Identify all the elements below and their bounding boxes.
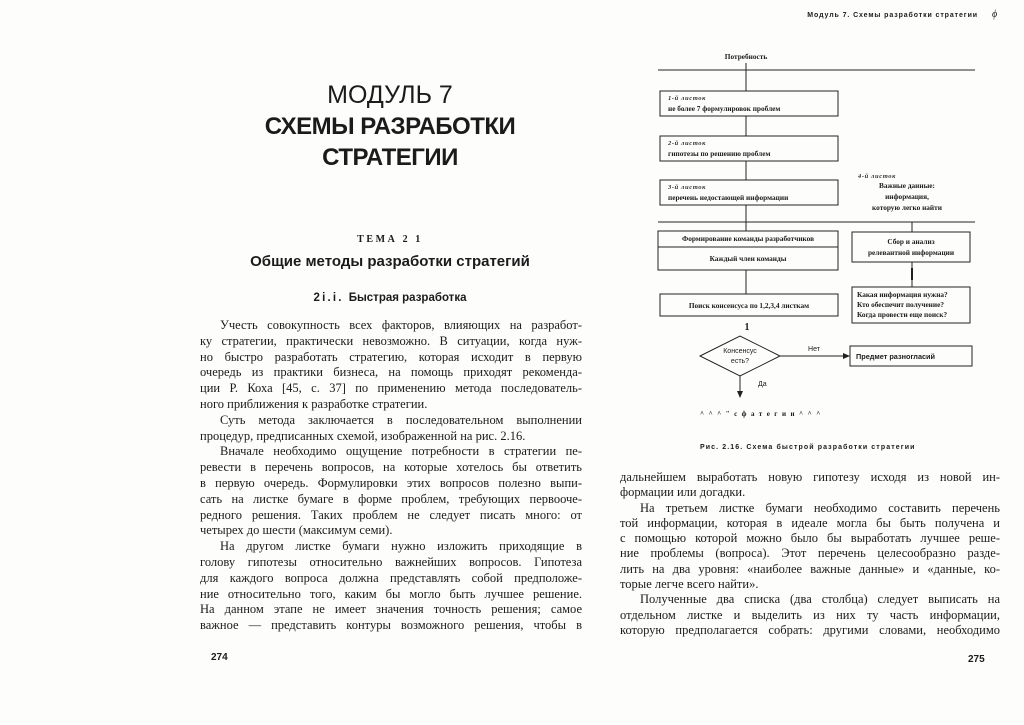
section-heading	[190, 291, 590, 305]
text-line: в первую очередь. Формулировки этих вопросов полезно выпи-	[200, 475, 582, 490]
arrowhead-down-icon	[737, 391, 743, 398]
right-body-text	[620, 470, 1000, 638]
page-number-left: 274	[211, 652, 228, 663]
left-body-text	[200, 318, 582, 634]
text-line: которую предполагается собрать: другими словами, необходимо	[620, 622, 1000, 637]
text-line: Суть метода заключается в последовательном выполнении	[220, 412, 582, 427]
text-line: ного приближения к разработке стратегии.	[200, 396, 428, 411]
sheet-3-label: 3-й листок	[668, 184, 707, 191]
page-number-right: 275	[968, 654, 985, 665]
decision-line-1: Консенсус	[723, 348, 757, 355]
text-line: четырех до шести (максимум семи).	[200, 523, 393, 538]
text-line: но быстро разработать стратегию, которая исходит в первую	[200, 349, 582, 364]
text-line: редного решения. Таких проблем не следует писать много: от	[200, 507, 582, 522]
module-title-line-2: СТРАТЕГИИ	[322, 144, 458, 171]
sheet-1-label: 1-й листок	[668, 95, 707, 102]
module-title-line-1: СХЕМЫ РАЗРАБОТКИ	[264, 113, 516, 140]
questions-box-line-3: Когда провести еще поиск?	[857, 310, 948, 319]
text-line: На третьем листке бумаги необходимо составить перечень	[640, 500, 1000, 515]
text-line: голову гипотезы относительно важнейших вопросов. Гипотеза	[200, 554, 582, 569]
text-line: ревести в перечень вопросов, на которые хотелось бы ответить	[200, 460, 582, 475]
questions-box-line-1: Какая информация нужна?	[857, 290, 948, 299]
sheet-4-line-1: Важные данные:	[879, 181, 935, 190]
text-line: торые легче всего найти».	[620, 577, 759, 592]
module-label: МОДУЛЬ 7	[327, 81, 453, 109]
flow-result-label: ^^^"сфатегии^^^	[700, 410, 825, 418]
sheet-4-line-3: которую легко найти	[872, 203, 942, 212]
text-line: процедур, предписанных схемой, изображенной на рис. 2.16.	[200, 428, 526, 443]
running-header-ornament: ϕ	[992, 9, 998, 20]
section-number: 2i.i.	[313, 292, 344, 304]
section-title: Быстрая разработка	[348, 292, 467, 304]
sheet-4-line-2: информация,	[885, 192, 929, 201]
team-box-subtitle: Каждый член команды	[709, 254, 787, 263]
flowchart-figure	[640, 40, 990, 430]
arrowhead-right-icon	[843, 353, 850, 359]
text-line: сать на листке бумаге в форме проблем, требующих первооче-	[200, 491, 582, 506]
questions-box-line-2: Кто обеспечит получение?	[857, 300, 944, 309]
collect-box-line-1: Сбор и анализ	[887, 237, 935, 246]
step-marker: 1	[744, 322, 750, 333]
text-line: Учесть совокупность всех факторов, влияющих на разработ-	[220, 318, 582, 332]
sheet-4-label: 4-й листок	[858, 173, 897, 180]
text-line: той информации, которая в идеале могла бы быть получена и	[620, 515, 1000, 530]
text-line: ние относительно того, каким бы могло быть лучшее решение.	[200, 586, 582, 601]
text-line: формации или догадки.	[620, 485, 746, 500]
yes-branch-label: Да	[758, 381, 767, 388]
running-header: Модуль 7. Схемы разработки стратегии	[807, 12, 978, 19]
figure-caption: Рис. 2.16. Схема быстрой разработки стратегии	[700, 444, 916, 451]
text-line: ции Р. Коха [45, с. 37] по применению метода последователь-	[200, 381, 582, 396]
text-line: Полученные два списка (два столбца) следует выписать на	[640, 592, 1000, 607]
text-line: отдельном листке и выделить из них ту часть информации,	[620, 607, 1000, 622]
text-line: для каждого вопроса должна представлять собой предположе-	[200, 570, 582, 585]
consensus-box-text: Поиск консенсуса по 1,2,3,4 листкам	[688, 301, 810, 310]
text-line: важное — представить контуры возможного решения, чтобы в	[200, 618, 582, 633]
team-box-title: Формирование команды разработчиков	[681, 234, 815, 243]
disagreement-box-text: Предмет разногласий	[856, 352, 936, 361]
sheet-3-text: перечень недостающей информации	[668, 193, 789, 202]
text-line: Вначале необходимо ощущение потребности в стратегии пе-	[220, 444, 582, 459]
sheet-2-text: гипотезы по решению проблем	[668, 149, 771, 158]
text-line: лить на два уровня: «наиболее важные данные» и «данные, ко-	[620, 561, 1000, 576]
no-branch-label: Нет	[808, 346, 820, 353]
decision-line-2: есть?	[730, 358, 750, 365]
text-line: ние проблемы (вопроса). Этот перечень целесообразно разде-	[620, 546, 1000, 561]
text-line: На другом листке бумаги нужно изложить приходящие в	[220, 539, 582, 554]
text-line: На данном этапе не имеет значения точность решения; самое	[200, 602, 582, 617]
flow-root-label: Потребность	[724, 52, 768, 61]
text-line: очередь из практики бизнеса, на помощь приходят рекоменда-	[200, 365, 582, 380]
topic-title: Общие методы разработки стратегий	[250, 253, 530, 270]
topic-label: ТЕМА 2 1	[357, 234, 423, 245]
text-line: ку стратегии, практически невозможно. В ситуации, когда нуж-	[200, 333, 582, 348]
decision-diamond	[700, 336, 780, 376]
sheet-2-label: 2-й листок	[668, 140, 707, 147]
text-line: с помощью которой можно было бы выработать лучшее реше-	[620, 531, 1000, 546]
sheet-1-text: не более 7 формулировок проблем	[668, 104, 781, 113]
collect-box-line-2: релевантной информации	[867, 248, 955, 257]
text-line: дальнейшем выработать новую гипотезу исходя из новой ин-	[620, 470, 1000, 484]
